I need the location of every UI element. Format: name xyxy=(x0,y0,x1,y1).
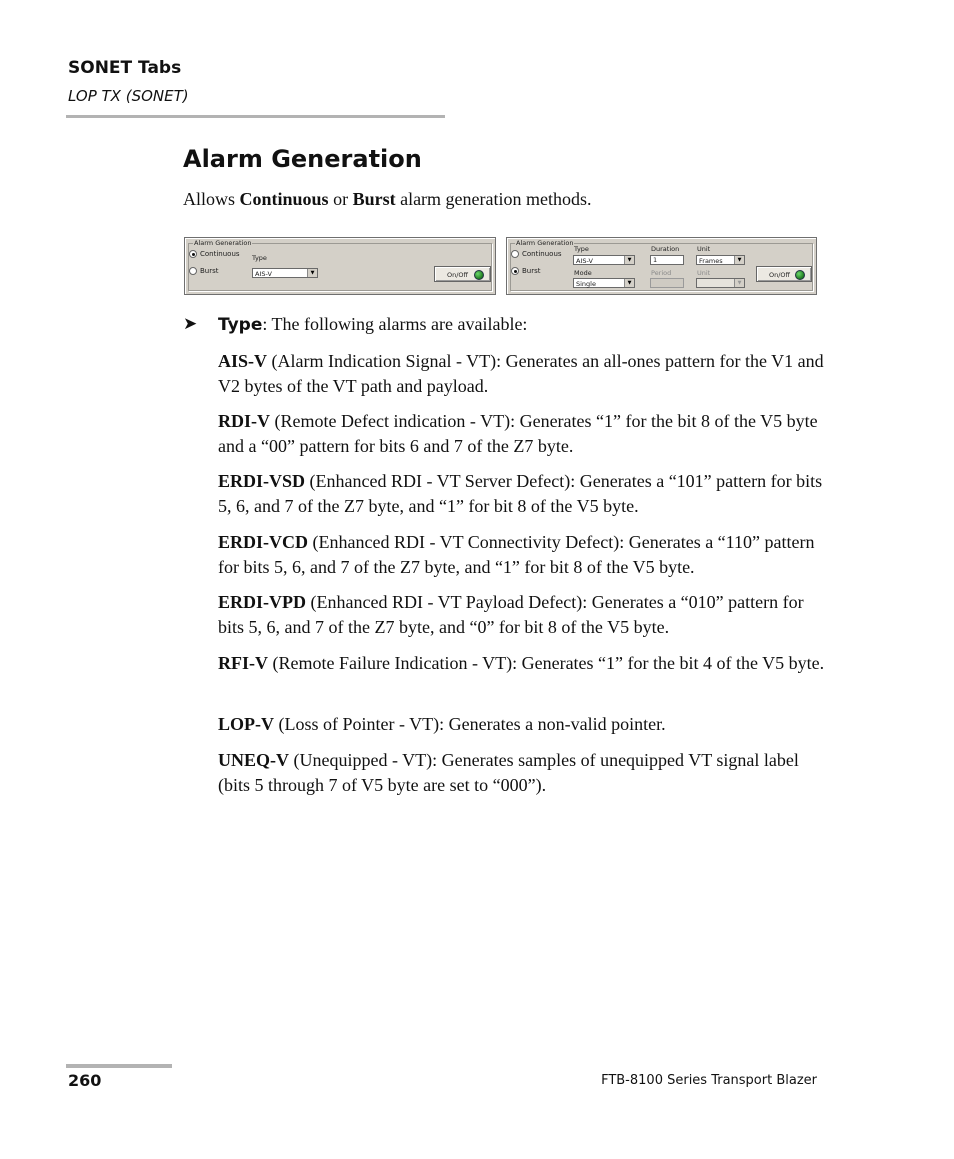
burst-radio-label: Burst xyxy=(522,267,541,275)
duration-label: Duration xyxy=(651,245,680,253)
burst-radio-label: Burst xyxy=(200,267,219,275)
radio-selected-icon xyxy=(189,250,197,258)
page-number: 260 xyxy=(68,1071,102,1090)
type-select-value: AIS-V xyxy=(576,257,593,265)
chevron-down-icon: ▼ xyxy=(734,279,744,287)
onoff-button[interactable] xyxy=(756,266,812,282)
footer-rule xyxy=(66,1064,172,1068)
alarm-desc-rfi-v: RFI-V (Remote Failure Indication - VT): Generates “1” for the bit 4 of the V5 byte. xyxy=(218,653,825,673)
intro-paragraph: Allows Continuous or Burst alarm generation methods. xyxy=(183,189,592,209)
type-intro: Type: The following alarms are available: xyxy=(218,314,528,335)
led-indicator-icon xyxy=(795,270,805,280)
group-label: Alarm Generation xyxy=(516,239,574,247)
continuous-radio[interactable] xyxy=(511,250,562,258)
page-title: Alarm Generation xyxy=(183,145,422,173)
onoff-button-label: On/Off xyxy=(769,271,791,279)
alarm-desc-erdi-vcd: ERDI-VCD (Enhanced RDI - VT Connectivity Defect): Generates a “110” pattern for bits 5, 6, and 7 of the Z7 byte, and “1” for bit 8 of the V5 byte. xyxy=(218,532,815,577)
radio-unselected-icon xyxy=(189,267,197,275)
chevron-down-icon[interactable]: ▼ xyxy=(624,279,634,287)
alarm-generation-panel-continuous xyxy=(184,237,496,295)
alarm-desc-ais-v: AIS-V (Alarm Indication Signal - VT): Generates an all-ones pattern for the V1 and V2 bytes of the VT path and payload. xyxy=(218,351,824,396)
type-label: Type xyxy=(252,254,267,262)
mode-select[interactable] xyxy=(573,278,635,288)
type-label: Type xyxy=(574,245,589,253)
led-indicator-icon xyxy=(474,270,484,280)
type-select[interactable] xyxy=(573,255,635,265)
duration-input[interactable]: 1 xyxy=(650,255,684,265)
type-select-value: AIS-V xyxy=(255,270,272,278)
continuous-radio-label: Continuous xyxy=(522,250,562,258)
group-label: Alarm Generation xyxy=(194,239,252,247)
continuous-radio-label: Continuous xyxy=(200,250,240,258)
chevron-down-icon[interactable]: ▼ xyxy=(307,269,317,277)
unit-select-value: Frames xyxy=(699,257,723,265)
onoff-button-label: On/Off xyxy=(447,271,469,279)
section-header-title: SONET Tabs xyxy=(68,58,182,78)
unit-select[interactable] xyxy=(696,255,745,265)
continuous-radio[interactable] xyxy=(189,250,240,258)
alarm-desc-erdi-vsd: ERDI-VSD (Enhanced RDI - VT Server Defect): Generates a “101” pattern for bits 5, 6, and 7 of the Z7 byte, and “1” for bit 8 of the V5 byte. xyxy=(218,471,823,516)
period-label: Period xyxy=(651,269,672,277)
period-input xyxy=(650,278,684,288)
radio-selected-icon xyxy=(511,267,519,275)
burst-radio[interactable] xyxy=(189,267,219,275)
header-rule xyxy=(66,115,445,118)
period-unit-select xyxy=(696,278,745,288)
alarm-desc-lop-v: LOP-V (Loss of Pointer - VT): Generates a non-valid pointer. xyxy=(218,714,666,734)
type-select[interactable] xyxy=(252,268,318,278)
chevron-down-icon[interactable]: ▼ xyxy=(734,256,744,264)
arrow-bullet-icon: ➤ xyxy=(183,314,198,334)
alarm-generation-panel-burst xyxy=(506,237,817,295)
section-header-subtitle: LOP TX (SONET) xyxy=(68,87,189,105)
alarm-desc-rdi-v: RDI-V (Remote Defect indication - VT): Generates “1” for the bit 8 of the V5 byte and a “00” pattern for bits 6 and 7 of the Z7 byte. xyxy=(218,411,818,456)
chevron-down-icon[interactable]: ▼ xyxy=(624,256,634,264)
onoff-button[interactable] xyxy=(434,266,491,282)
footer-title: FTB-8100 Series Transport Blazer xyxy=(601,1073,817,1088)
mode-select-value: Single xyxy=(576,280,596,288)
radio-unselected-icon xyxy=(511,250,519,258)
alarm-desc-uneq-v: UNEQ-V (Unequipped - VT): Generates samples of unequipped VT signal label (bits 5 through 7 of V5 byte are set to “000”). xyxy=(218,750,799,795)
unit-label: Unit xyxy=(697,245,711,253)
mode-label: Mode xyxy=(574,269,592,277)
period-unit-label: Unit xyxy=(697,269,711,277)
alarm-desc-erdi-vpd: ERDI-VPD (Enhanced RDI - VT Payload Defect): Generates a “010” pattern for bits 5, 6, and 7 of the Z7 byte, and “0” for bit 8 of the V5 byte. xyxy=(218,592,804,637)
burst-radio[interactable] xyxy=(511,267,541,275)
